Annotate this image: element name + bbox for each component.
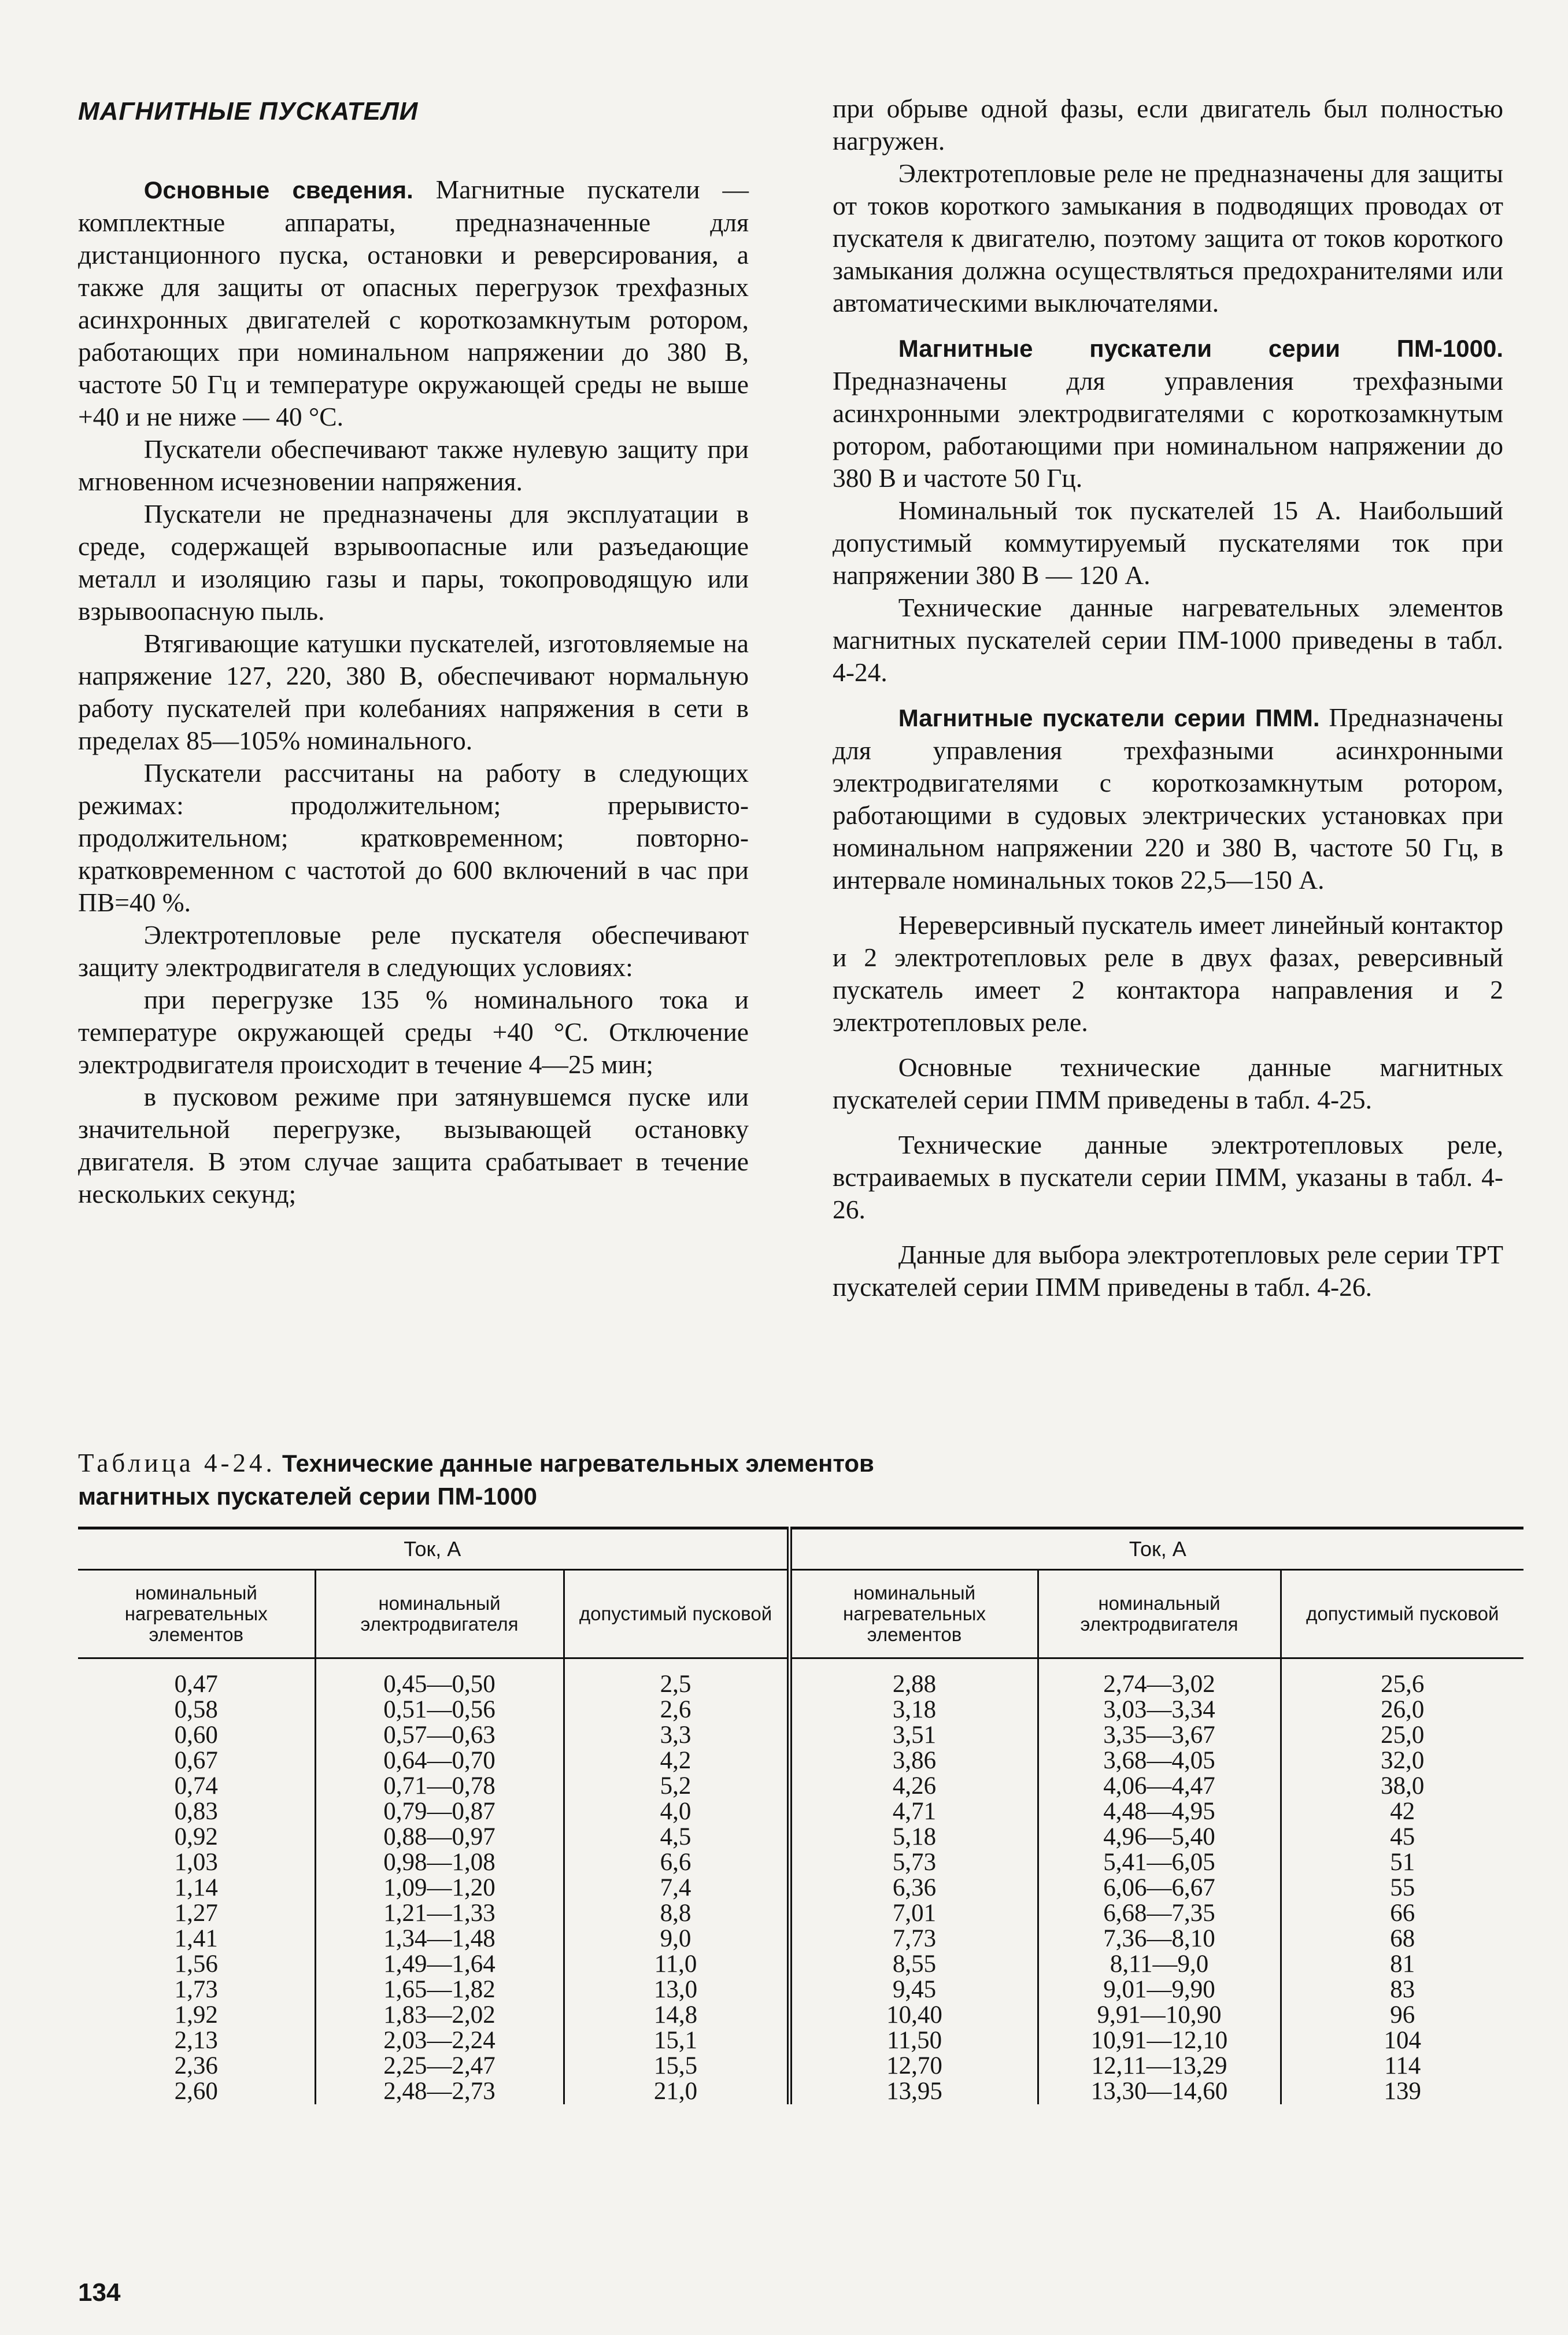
paragraph: Технические данные электротепловых реле, встраиваемых в пускатели серии ПММ, указаны в табл. 4-26. <box>833 1130 1503 1224</box>
table-cell: 13,95 <box>789 2079 1038 2104</box>
table-cell: 8,55 <box>789 1952 1038 1977</box>
table-cell: 1,21—1,33 <box>315 1901 564 1926</box>
table-cell: 4,06—4,47 <box>1038 1774 1281 1799</box>
table-cell: 7,73 <box>789 1926 1038 1952</box>
table-row <box>78 1799 1523 1824</box>
table-cell: 1,73 <box>174 1976 218 2003</box>
table-row <box>78 1697 1523 1723</box>
table-cell: 0,47 <box>174 1671 218 1698</box>
table-cell: 0,45—0,50 <box>315 1658 564 1698</box>
table-cell: 0,92 <box>174 1823 218 1850</box>
table-cell: 2,5 <box>564 1658 789 1698</box>
paragraph-lead: Магнитные пускатели серии ПММ. <box>898 704 1320 731</box>
table-body <box>78 1658 1523 2105</box>
table-row <box>78 1977 1523 2003</box>
table-cell: 2,74—3,02 <box>1038 1658 1281 1698</box>
table-caption-title: Технические данные нагревательных элементов <box>282 1450 874 1477</box>
table-row <box>78 1824 1523 1850</box>
paragraph: Нереверсивный пускатель имеет линейный контактор и 2 электротепловых реле в двух фазах, реверсивный пускатель имеет 2 контактора направления и 2 электротепловых реле. <box>833 910 1503 1037</box>
table-cell: 3,51 <box>789 1723 1038 1748</box>
table-cell: 21,0 <box>564 2079 789 2104</box>
col-header-heater-nominal: номинальный нагревательных элементов <box>789 1570 1038 1658</box>
table-cell: 12,11—13,29 <box>1038 2053 1281 2079</box>
table-row <box>78 1850 1523 1875</box>
paragraph-text: Предназначены для управления трехфазными асинхронными электродвигателями с короткозамкнутым ротором, работающими при номинальном напряжении до 380 В и частоте 50 Гц. <box>833 366 1503 493</box>
col-header-motor-nominal: номинальный электродвигателя <box>315 1570 564 1658</box>
table-cell: 55 <box>1281 1875 1523 1901</box>
paragraph: в пусковом режиме при затянувшемся пуске или значительной перегрузке, вызывающей остановку двигателя. В этом случае защита срабатывает в течение нескольких секунд; <box>78 1082 749 1209</box>
table-cell: 66 <box>1281 1901 1523 1926</box>
table-cell: 1,27 <box>174 1900 218 1927</box>
paragraph: при перегрузке 135 % номинального тока и температуре окружающей среды +40 °С. Отключение электродвигателя происходит в течение 4—25 мин; <box>78 985 749 1079</box>
table-cell: 15,5 <box>564 2053 789 2079</box>
paragraph <box>833 332 1503 494</box>
table-cell: 0,57—0,63 <box>315 1723 564 1748</box>
table-cell: 2,88 <box>789 1658 1038 1698</box>
table-cell: 12,70 <box>789 2053 1038 2079</box>
table-cell: 5,41—6,05 <box>1038 1850 1281 1875</box>
paragraph: Пускатели не предназначены для эксплуатации в среде, содержащей взрывоопасные или разъедающие металл и изоляцию газы и пары, токопроводящую или взрывоопасную пыль. <box>78 499 749 626</box>
table-cell: 4,71 <box>789 1799 1038 1824</box>
table-cell: 68 <box>1281 1926 1523 1952</box>
table-cell: 81 <box>1281 1952 1523 1977</box>
group-header-left: Ток, А <box>78 1528 789 1570</box>
paragraph-text: Магнитные пускатели — комплектные аппараты, предназначенные для дистанционного пуска, остановки и реверсирования, а также для защиты от опасных перегрузок трехфазных асинхронных двигателей с короткозамкнутым ротором, работающих при номинальном напряжении до 380 В, частоте 50 Гц и температуре окружающей среды не выше +40 и не ниже — 40 °С. <box>78 175 749 431</box>
paragraph: Электротепловые реле пускателя обеспечивают защиту электродвигателя в следующих условиях: <box>78 920 749 982</box>
table-cell: 51 <box>1281 1850 1523 1875</box>
table-cell: 1,09—1,20 <box>315 1875 564 1901</box>
paragraph: Технические данные нагревательных элементов магнитных пускателей серии ПМ-1000 приведены в табл. 4-24. <box>833 593 1503 687</box>
table-cell: 0,83 <box>174 1798 218 1825</box>
table-cell: 1,56 <box>174 1950 218 1978</box>
table-cell: 0,58 <box>174 1696 218 1723</box>
table-cell: 0,74 <box>174 1772 218 1800</box>
table-cell: 1,14 <box>174 1874 218 1901</box>
col-header-heater-nominal: номинальный нагревательных элементов <box>78 1570 315 1658</box>
table-cell: 32,0 <box>1281 1748 1523 1774</box>
table-cell: 1,41 <box>174 1925 218 1952</box>
table-cell: 10,40 <box>789 2003 1038 2028</box>
table-cell: 0,64—0,70 <box>315 1748 564 1774</box>
paragraph: Данные для выбора электротепловых реле серии ТРТ пускателей серии ПММ приведены в табл. 4-26. <box>833 1240 1503 1302</box>
table-cell: 9,91—10,90 <box>1038 2003 1281 2028</box>
table-cell: 1,83—2,02 <box>315 2003 564 2028</box>
table-cell: 3,18 <box>789 1697 1038 1723</box>
paragraph: Электротепловые реле не предназначены для защиты от токов короткого замыкания в подводящих проводах от пускателя к двигателю, поэтому защита от токов короткого замыкания должна осуществляться предохранителями или автоматическими выключателями. <box>833 158 1503 317</box>
paragraph <box>78 173 749 433</box>
table-cell: 4,2 <box>564 1748 789 1774</box>
paragraph <box>833 701 1503 896</box>
table-cell: 3,86 <box>789 1748 1038 1774</box>
table-cell: 1,92 <box>174 2001 218 2029</box>
table-cell: 13,0 <box>564 1977 789 2003</box>
table-cell: 3,03—3,34 <box>1038 1697 1281 1723</box>
table-cell: 83 <box>1281 1977 1523 2003</box>
table-cell: 5,73 <box>789 1850 1038 1875</box>
table-row <box>78 1926 1523 1952</box>
table-row <box>78 2003 1523 2028</box>
table-cell: 2,13 <box>174 2027 218 2054</box>
table-cell: 6,6 <box>564 1850 789 1875</box>
table-cell: 26,0 <box>1281 1697 1523 1723</box>
table-cell: 0,51—0,56 <box>315 1697 564 1723</box>
left-column <box>78 173 749 1210</box>
table-cell: 7,36—8,10 <box>1038 1926 1281 1952</box>
table-cell: 5,2 <box>564 1774 789 1799</box>
paragraph: Пускатели обеспечивают также нулевую защиту при мгновенном исчезновении напряжения. <box>78 434 749 496</box>
table-cell: 4,0 <box>564 1799 789 1824</box>
table-cell: 3,68—4,05 <box>1038 1748 1281 1774</box>
col-header-start-allowed: допустимый пусковой <box>1281 1570 1523 1658</box>
table-cell: 6,36 <box>789 1875 1038 1901</box>
table-cell: 14,8 <box>564 2003 789 2028</box>
table-cell: 10,91—12,10 <box>1038 2028 1281 2053</box>
table-caption-title-cont: магнитных пускателей серии ПМ-1000 <box>78 1483 537 1510</box>
table-row <box>78 1774 1523 1799</box>
table-cell: 1,49—1,64 <box>315 1952 564 1977</box>
paragraph-lead: Магнитные пускатели серии ПМ-1000. <box>898 335 1503 362</box>
paragraph: Втягивающие катушки пускателей, изготовляемые на напряжение 127, 220, 380 В, обеспечивают нормальную работу пускателей при колебаниях напряжения в сети в пределах 85—105% номинального. <box>78 629 749 755</box>
table-cell: 4,26 <box>789 1774 1038 1799</box>
right-column <box>833 93 1503 1303</box>
table-cell: 2,60 <box>174 2078 218 2105</box>
table-cell: 7,01 <box>789 1901 1038 1926</box>
table-cell: 11,50 <box>789 2028 1038 2053</box>
paragraph-lead: Основные сведения. <box>143 176 413 204</box>
table-cell: 42 <box>1281 1799 1523 1824</box>
table-cell: 9,01—9,90 <box>1038 1977 1281 2003</box>
table-row <box>78 1875 1523 1901</box>
col-header-start-allowed: допустимый пусковой <box>564 1570 789 1658</box>
table-cell: 6,68—7,35 <box>1038 1901 1281 1926</box>
table-row <box>78 1952 1523 1977</box>
paragraph: при обрыве одной фазы, если двигатель был полностью нагружен. <box>833 94 1503 156</box>
table-cell: 6,06—6,67 <box>1038 1875 1281 1901</box>
table-cell: 11,0 <box>564 1952 789 1977</box>
table-cell: 13,30—14,60 <box>1038 2079 1281 2104</box>
table-caption <box>78 1447 1523 1513</box>
table-cell: 4,96—5,40 <box>1038 1824 1281 1850</box>
table-cell: 2,36 <box>174 2052 218 2079</box>
table-cell: 7,4 <box>564 1875 789 1901</box>
table-cell: 0,60 <box>174 1721 218 1749</box>
table-row <box>78 2028 1523 2053</box>
table-cell: 25,6 <box>1281 1658 1523 1698</box>
table-row <box>78 1723 1523 1748</box>
table-cell: 8,11—9,0 <box>1038 1952 1281 1977</box>
data-table <box>78 1527 1523 2104</box>
group-header-right: Ток, А <box>789 1528 1523 1570</box>
table-cell: 1,65—1,82 <box>315 1977 564 2003</box>
table-cell: 9,0 <box>564 1926 789 1952</box>
table-cell: 3,3 <box>564 1723 789 1748</box>
table-row <box>78 1901 1523 1926</box>
section-heading: МАГНИТНЫЕ ПУСКАТЕЛИ <box>78 97 419 125</box>
table-cell: 3,35—3,67 <box>1038 1723 1281 1748</box>
table-cell: 2,25—2,47 <box>315 2053 564 2079</box>
table-cell: 5,18 <box>789 1824 1038 1850</box>
paragraph: Пускатели рассчитаны на работу в следующих режимах: продолжительном; прерывисто-продолжительном; кратковременном; повторно-кратковременном с частотой до 600 включений в час при ПВ=40 %. <box>78 758 749 917</box>
table-caption-label: Таблица 4-24. <box>78 1449 276 1477</box>
table-cell: 2,6 <box>564 1697 789 1723</box>
table-cell: 0,98—1,08 <box>315 1850 564 1875</box>
table-cell: 0,88—0,97 <box>315 1824 564 1850</box>
paragraph: Основные технические данные магнитных пускателей серии ПММ приведены в табл. 4-25. <box>833 1052 1503 1114</box>
table-row <box>78 2053 1523 2079</box>
table-cell: 0,67 <box>174 1747 218 1774</box>
table-row <box>78 1748 1523 1774</box>
table-cell: 1,03 <box>174 1849 218 1876</box>
table-cell: 114 <box>1281 2053 1523 2079</box>
table-cell: 25,0 <box>1281 1723 1523 1748</box>
table-cell: 2,48—2,73 <box>315 2079 564 2104</box>
table-row <box>78 2079 1523 2104</box>
page-number: 134 <box>78 2278 121 2307</box>
table-cell: 139 <box>1281 2079 1523 2104</box>
table-cell: 4,48—4,95 <box>1038 1799 1281 1824</box>
table-cell: 104 <box>1281 2028 1523 2053</box>
table-cell: 15,1 <box>564 2028 789 2053</box>
col-header-motor-nominal: номинальный электродвигателя <box>1038 1570 1281 1658</box>
paragraph-text: Предназначены для управления трехфазными асинхронными электродвигателями с короткозамкнутым ротором, работающими в судовых электрических установках при номинальном напряжении 220 и 380 В, частоте 50 Гц, в интервале номинальных токов 22,5—150 А. <box>833 703 1503 895</box>
paragraph: Номинальный ток пускателей 15 А. Наибольший допустимый коммутируемый пускателями ток при напряжении 380 В — 120 А. <box>833 496 1503 590</box>
table-cell: 4,5 <box>564 1824 789 1850</box>
table-cell: 8,8 <box>564 1901 789 1926</box>
table-cell: 0,79—0,87 <box>315 1799 564 1824</box>
table-row <box>78 1658 1523 1698</box>
table-cell: 0,71—0,78 <box>315 1774 564 1799</box>
table-cell: 1,34—1,48 <box>315 1926 564 1952</box>
table-cell: 2,03—2,24 <box>315 2028 564 2053</box>
table-cell: 45 <box>1281 1824 1523 1850</box>
table-cell: 96 <box>1281 2003 1523 2028</box>
table-cell: 9,45 <box>789 1977 1038 2003</box>
table-cell: 38,0 <box>1281 1774 1523 1799</box>
